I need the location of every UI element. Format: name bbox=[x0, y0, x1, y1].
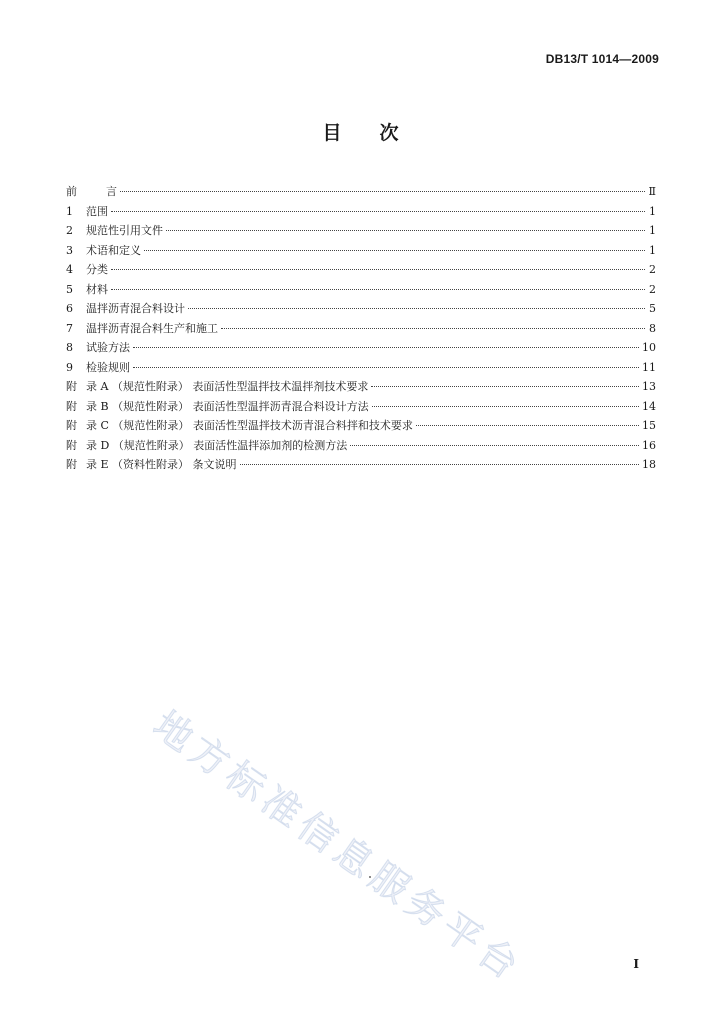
watermark: 地方标准信息服务平台 bbox=[145, 702, 532, 991]
toc-entry-appendix-c[interactable] bbox=[66, 416, 656, 436]
toc-entry-foreword[interactable] bbox=[66, 182, 656, 202]
scan-speck bbox=[369, 876, 371, 878]
toc-entry-label: 附 录 A （规范性附录） 表面活性型温拌技术温拌剂技术要求 bbox=[66, 380, 369, 393]
toc-page-number: 13 bbox=[642, 380, 656, 393]
toc-entry-appendix-b[interactable] bbox=[66, 397, 656, 417]
toc-entry-appendix-e[interactable] bbox=[66, 455, 656, 475]
toc-page-number: 8 bbox=[649, 321, 656, 335]
toc-entry-7[interactable] bbox=[66, 319, 656, 339]
toc-entry-label: 附 录 E （资料性附录） 条文说明 bbox=[66, 458, 237, 471]
toc-entry-label: 1 范围 bbox=[66, 204, 108, 218]
toc-page-number: 2 bbox=[649, 282, 656, 296]
toc-entry-1[interactable] bbox=[66, 202, 656, 222]
toc-entry-3[interactable] bbox=[66, 241, 656, 261]
toc-leader-dots bbox=[372, 405, 639, 407]
title-char-2: 次 bbox=[379, 122, 399, 144]
toc-entry-label: 附 录 C （规范性附录） 表面活性型温拌技术沥青混合料拌和技术要求 bbox=[66, 419, 413, 432]
toc-entry-8[interactable] bbox=[66, 338, 656, 358]
toc-page-number: 18 bbox=[642, 458, 656, 471]
toc-leader-dots bbox=[133, 346, 639, 348]
toc-page-number: 16 bbox=[642, 438, 656, 452]
document-code: DB13/T 1014—2009 bbox=[545, 52, 659, 66]
toc-entry-label: 7 温拌沥青混合料生产和施工 bbox=[66, 321, 218, 335]
toc-page-number: Ⅱ bbox=[648, 185, 656, 198]
toc-entry-label: 前 言 bbox=[66, 185, 117, 198]
toc-entry-label: 8 试验方法 bbox=[66, 341, 130, 354]
toc-entry-label: 6 温拌沥青混合料设计 bbox=[66, 302, 185, 315]
toc-page-number: 11 bbox=[642, 360, 656, 374]
toc-entry-appendix-a[interactable] bbox=[66, 377, 656, 397]
toc-leader-dots bbox=[111, 288, 645, 290]
page-number: I bbox=[633, 957, 639, 971]
toc-entry-label: 2 规范性引用文件 bbox=[66, 224, 163, 237]
toc-page-number: 10 bbox=[642, 341, 656, 354]
toc-entry-label: 4 分类 bbox=[66, 263, 108, 276]
toc-leader-dots bbox=[120, 190, 645, 192]
toc-entry-label: 附 录 B （规范性附录） 表面活性型温拌沥青混合料设计方法 bbox=[66, 399, 369, 413]
toc-entry-label: 5 材料 bbox=[66, 282, 108, 296]
toc-entry-5[interactable] bbox=[66, 280, 656, 300]
toc-leader-dots bbox=[240, 463, 639, 465]
page-title bbox=[0, 118, 721, 145]
toc-leader-dots bbox=[111, 268, 645, 270]
toc-page-number: 15 bbox=[642, 419, 656, 432]
toc-page-number: 1 bbox=[649, 224, 656, 237]
toc-leader-dots bbox=[188, 307, 645, 309]
toc-leader-dots bbox=[144, 249, 645, 251]
toc-page-number: 2 bbox=[649, 263, 656, 276]
toc-page-number: 1 bbox=[649, 243, 656, 257]
toc-page-number: 14 bbox=[642, 399, 656, 413]
toc-page-number: 1 bbox=[649, 204, 656, 218]
toc-entry-label: 3 术语和定义 bbox=[66, 243, 141, 257]
table-of-contents bbox=[66, 182, 656, 475]
toc-entry-2[interactable] bbox=[66, 221, 656, 241]
toc-entry-6[interactable] bbox=[66, 299, 656, 319]
toc-leader-dots bbox=[133, 366, 639, 368]
toc-entry-9[interactable] bbox=[66, 358, 656, 378]
toc-entry-appendix-d[interactable] bbox=[66, 436, 656, 456]
toc-leader-dots bbox=[166, 229, 645, 231]
toc-leader-dots bbox=[350, 444, 639, 446]
toc-leader-dots bbox=[371, 385, 639, 387]
title-char-1: 目 bbox=[322, 122, 342, 144]
toc-leader-dots bbox=[111, 210, 645, 212]
toc-leader-dots bbox=[416, 424, 639, 426]
toc-leader-dots bbox=[221, 327, 645, 329]
toc-entry-label: 附 录 D （规范性附录） 表面活性温拌添加剂的检测方法 bbox=[66, 438, 348, 452]
toc-page-number: 5 bbox=[649, 302, 656, 315]
toc-entry-4[interactable] bbox=[66, 260, 656, 280]
toc-entry-label: 9 检验规则 bbox=[66, 360, 130, 374]
